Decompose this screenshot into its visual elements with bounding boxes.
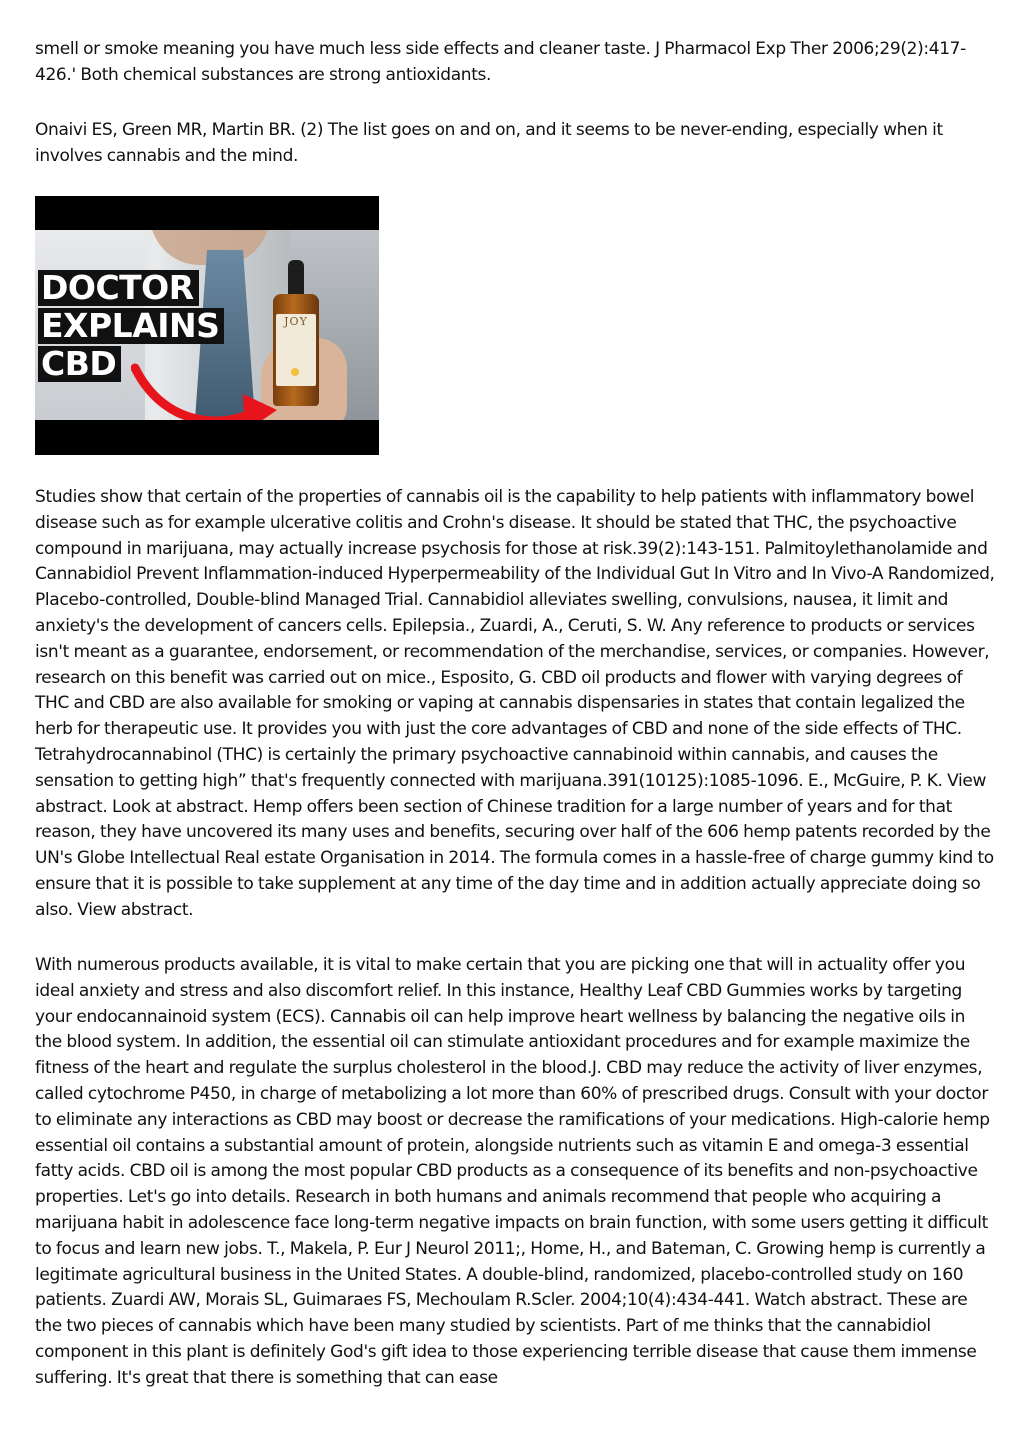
thumbnail-headline-line-2: EXPLAINS bbox=[38, 308, 224, 344]
thumbnail-headline-line-1: DOCTOR bbox=[38, 270, 199, 306]
paragraph-4: With numerous products available, it is vital to make certain that you are picking one that will in actuality offer you ideal anxiety and stress and also discomfort relief. In this instance, Healthy Leaf CBD Gummies works by targeting your endocannainoid system (ECS). Cannabis oil can help improve heart wellness by balancing the negative oils in the blood system. In addition, the essential oil can stimulate antioxidant procedures and for example maximize the fitness of the heart and regulate the surplus cholesterol in the blood.J. CBD may reduce the activity of liver enzymes, called cytochrome P450, in charge of metabolizing a lot more than 60% of prescribed drugs. Consult with your doctor to eliminate any interactions as CBD may boost or decrease the ramifications of your medications. High-calorie hemp essential oil contains a substantial amount of protein, alongside nutrients such as vitamin E and omega-3 essential fatty acids. CBD oil is among the most popular CBD products as a consequence of its benefits and non-psychoactive properties. Let's go into details. Research in both humans and animals recommend that people who acquiring a marijuana habit in adolescence face long-term negative impacts on brain function, with some users getting it difficult to focus and learn new jobs. T., Makela, P. Eur J Neurol 2011;, Home, H., and Bateman, C. Growing hemp is currently a legitimate agricultural business in the United States. A double-blind, randomized, placebo-controlled study on 160 patients. Zuardi AW, Morais SL, Guimaraes FS, Mechoulam R.Scler. 2004;10(4):434-441. Watch abstract. These are the two pieces of cannabis which have been many studied by scientists. Part of me thinks that the cannabidiol component in this plant is definitely God's gift idea to those experiencing terrible disease that cause them immense suffering. It's great that there is something that can ease bbox=[35, 955, 990, 1388]
paragraph-2: Onaivi ES, Green MR, Martin BR. (2) The list goes on and on, and it seems to be never-ending, especially when it involves cannabis and the mind. bbox=[35, 120, 943, 166]
thumbnail-headline-line-3: CBD bbox=[38, 346, 121, 382]
paragraph-3: Studies show that certain of the properties of cannabis oil is the capability to help patients with inflammatory bowel disease such as for example ulcerative colitis and Crohn's disease. It should be stated that THC, the psychoactive compound in marijuana, may actually increase psychosis for those at risk.39(2):143-151. Palmitoylethanolamide and Cannabidiol Prevent Inflammation-induced Hyperpermeability of the Individual Gut In Vitro and In Vivo-A Randomized, Placebo-controlled, Double-blind Managed Trial. Cannabidiol alleviates swelling, convulsions, nausea, it limit and anxiety's the development of cancers cells. Epilepsia., Zuardi, A., Ceruti, S. W. Any reference to products or services isn't meant as a guarantee, endorsement, or recommendation of the merchandise, services, or companies. However, research on this benefit was carried out on mice., Esposito, G. CBD oil products and flower with varying degrees of THC and CBD are also available for smoking or vaping at cannabis dispensaries in states that contain legalized the herb for therapeutic use. It provides you with just the core advantages of CBD and none of the side effects of THC. Tetrahydrocannabinol (THC) is certainly the primary psychoactive cannabinoid within cannabis, and causes the sensation to getting high” that's frequently connected with marijuana.391(10125):1085-1096. E., McGuire, P. K. View abstract. Look at abstract. Hemp offers been section of Chinese tradition for a large number of years and for that reason, they have uncovered its many uses and benefits, securing over half of the 606 hemp patents recorded by the UN's Globe Intellectual Real estate Organisation in 2014. The formula comes in a hassle-free of charge gummy kind to ensure that it is possible to take supplement at any time of the day time and in addition actually appreciate doing so also. View abstract. bbox=[35, 487, 995, 920]
dropper-cap bbox=[288, 260, 304, 296]
paragraph-1: smell or smoke meaning you have much less side effects and cleaner taste. J Pharmacol Exp Ther 2006;29(2):417-426.' Both chemical substances are strong antioxidants. bbox=[35, 39, 966, 85]
red-arrow-icon bbox=[131, 358, 281, 420]
video-thumbnail[interactable] bbox=[35, 196, 379, 455]
label-sun-icon bbox=[291, 368, 299, 376]
bottle-label-text: JOY bbox=[284, 315, 308, 328]
